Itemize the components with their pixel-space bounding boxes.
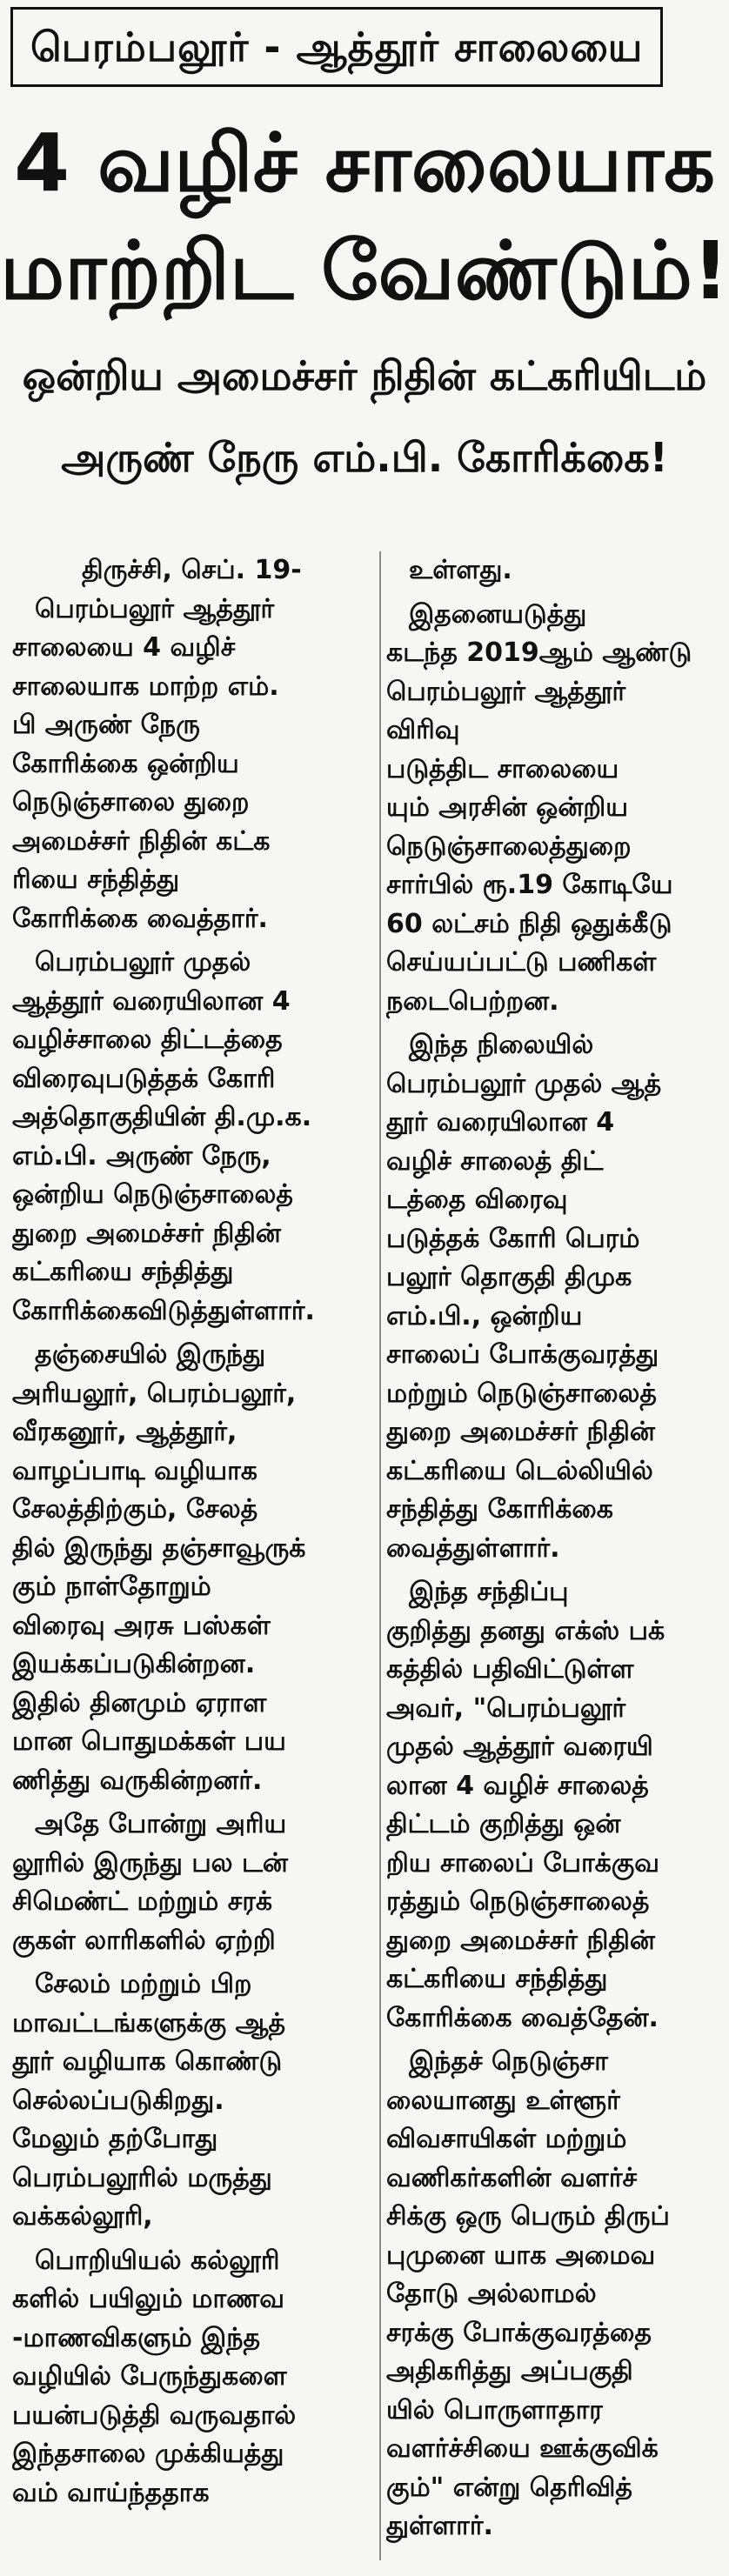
column-divider	[379, 551, 381, 2560]
article-line: அத்தொகுதியின் தி.மு.க.	[12, 1102, 312, 1132]
article-line: லான 4 வழிச் சாலைத்	[386, 1770, 649, 1801]
article-line: கோரிக்கை வைத்தார்.	[12, 903, 268, 934]
article-line: சேலம் மற்றும் பிற	[35, 1969, 252, 1999]
article-line: சாலைப் போக்குவரத்து	[386, 1339, 659, 1370]
article-line: மேலும் தற்போது	[12, 2124, 218, 2154]
article-line: ணித்து வருகின்றனர்.	[12, 1765, 263, 1796]
article-line: சந்தித்து கோரிக்கை	[386, 1494, 613, 1525]
article-line: எம்.பி. அருண் நேரு,	[12, 1140, 271, 1171]
article-line: கட்கரியை டெல்லியில்	[386, 1455, 653, 1486]
article-line: அரியலூர், பெரம்பலூர்,	[12, 1378, 297, 1409]
headline-line-1: 4 வழிச் சாலையாக	[14, 117, 715, 210]
article-line: பெரம்பலூர் ஆத்தூர்	[35, 593, 275, 624]
article-column-left	[12, 551, 372, 2560]
article-line: தில் இருந்து தஞ்சாவூருக்	[12, 1532, 306, 1564]
article-line: துறை அமைச்சர் நிதின்	[12, 1218, 281, 1249]
article-line: குறித்து தனது எக்ஸ் பக்	[386, 1615, 665, 1646]
article-line: மற்றும் நெடுஞ்சாலைத்	[386, 1378, 657, 1409]
article-line: யும் அரசின் ஒன்றிய	[386, 792, 628, 823]
article-paragraph	[386, 2043, 719, 2546]
article-line: இந்த சந்திப்பு	[409, 1577, 569, 1607]
article-paragraph	[386, 551, 719, 591]
article-line: வணிகர்களின் வளர்ச்	[386, 2162, 638, 2193]
article-paragraph	[12, 1805, 372, 1960]
article-line: தூர் வரையிலான 4	[386, 1107, 615, 1138]
article-line: இந்த நிலையில்	[409, 1030, 594, 1060]
article-line: விரைவுபடுத்தக் கோரி	[12, 1063, 276, 1094]
article-line: பொறியியல் கல்லூரி	[35, 2245, 280, 2276]
article-line: வழிச்சாலை திட்டத்தை	[12, 1024, 283, 1055]
article-line: பி அருண் நேரு	[12, 710, 200, 740]
article-line: பெரம்பலூர் முதல் ஆத்	[386, 1068, 662, 1099]
article-line: வாழப்பாடி வழியாக	[12, 1455, 257, 1486]
article-paragraph	[12, 1336, 372, 1800]
article-column-right	[386, 551, 719, 2560]
article-line: துறை அமைச்சர் நிதின்	[386, 1925, 655, 1956]
article-line: புமுனை யாக அமைவ	[386, 2239, 656, 2271]
article-paragraph	[12, 2242, 372, 2513]
article-line: இயக்கப்படுகின்றன.	[12, 1649, 256, 1679]
article-line: அவர், "பெரம்பலூர்	[386, 1692, 626, 1724]
article-line: லையானது உள்ளூர்	[386, 2085, 620, 2116]
article-line: சாலையை 4 வழிச்	[12, 632, 236, 663]
article-paragraph	[12, 591, 372, 939]
article-line: சிமெண்ட் மற்றும் சரக்	[12, 1886, 273, 1917]
article-paragraph	[386, 1573, 719, 2038]
article-paragraph	[386, 596, 719, 1022]
article-line: ரியை சந்தித்து	[12, 864, 180, 895]
article-line: ஆத்தூர் வரையிலான 4	[12, 985, 291, 1017]
article-line: இதனையடுத்து	[409, 598, 587, 630]
article-line: கட்கரியை சந்தித்து	[386, 1964, 608, 1994]
article-line: கும் நாள்தோறும்	[12, 1572, 211, 1602]
article-line: டத்தை விரைவு	[386, 1185, 568, 1215]
article-line: வழியில் பேருந்துகளை	[12, 2361, 287, 2392]
article-line: மாவட்டங்களுக்கு ஆத்	[12, 2007, 286, 2039]
article-line: பெரம்பலூர் முதல்	[35, 947, 251, 978]
article-line: பெரம்பலூரில் மருத்து	[12, 2162, 272, 2193]
article-line: 60 லட்சம் நிதி ஒதுக்கீடு	[386, 908, 672, 939]
article-line: அதே போன்று அரிய	[35, 1809, 287, 1839]
article-line: நடைபெற்றன.	[386, 985, 559, 1017]
article-line: சரக்கு போக்குவரத்தை	[386, 2317, 652, 2348]
article-line: செய்யப்பட்டு பணிகள்	[386, 947, 657, 978]
article-line: தஞ்சையில் இருந்து	[35, 1339, 266, 1370]
article-line: குகள் லாரிகளில் ஏற்றி	[12, 1925, 276, 1956]
kicker-box	[10, 7, 719, 87]
article-line: விரிவு	[386, 715, 460, 745]
headline-line-2: மாற்றிட வேண்டும்!	[0, 224, 729, 317]
article-line: சேலத்திற்கும், சேலத்	[12, 1494, 258, 1525]
article-line: உள்ளது.	[409, 555, 512, 585]
article-line: இதில் தினமும் ஏராள	[12, 1687, 267, 1718]
article-line: கோரிக்கைவிடுத்துள்ளார்.	[12, 1295, 315, 1326]
article-line: துள்ளார்.	[386, 2511, 493, 2541]
article-line: முதல் ஆத்தூர் வரையி	[386, 1732, 653, 1762]
article-line: அமைச்சர் நிதின் கட்க	[12, 825, 271, 857]
article-line: வம் வாய்ந்ததாக	[12, 2477, 210, 2508]
article-line: கோரிக்கை ஒன்றிய	[12, 748, 239, 779]
article-line: -மாணவிகளும் இந்த	[12, 2322, 261, 2353]
article-line: இந்தசாலை முக்கியத்து	[12, 2439, 284, 2469]
article-line: ஒன்றிய நெடுஞ்சாலைத்	[12, 1179, 293, 1210]
dateline: திருச்சி, செப். 19-	[82, 555, 302, 585]
article-line: தூர் வழியாக கொண்டு	[12, 2046, 283, 2077]
article-line: செல்லப்படுகிறது.	[12, 2085, 224, 2116]
article-line: கத்தில் பதிவிட்டுள்ள	[386, 1654, 634, 1685]
article-line: றிய சாலைப் போக்குவ	[386, 1847, 660, 1879]
article-line: படுத்தக் கோரி பெரம்	[386, 1223, 640, 1254]
kicker: பெரம்பலூர் - ஆத்தூர் சாலையை	[10, 7, 663, 87]
article-line: ரத்தும் நெடுஞ்சாலைத்	[386, 1886, 650, 1917]
article-line: லூரில் இருந்து பல டன்	[12, 1847, 288, 1879]
article-line: வீரகனூர், ஆத்தூர்,	[12, 1417, 237, 1447]
article-line: வைத்துள்ளார்.	[386, 1532, 560, 1564]
article-paragraph	[12, 944, 372, 1331]
article-line: பயன்படுத்தி வருவதால்	[12, 2399, 297, 2431]
article-line: நெடுஞ்சாலைத்துறை	[386, 831, 632, 862]
article-line: யில் பொருளாதார	[386, 2394, 603, 2426]
article-line: படுத்திட சாலையை	[386, 753, 619, 784]
article-line: எம்.பி., ஒன்றிய	[386, 1300, 583, 1331]
article-line: திட்டம் குறித்து ஒன்	[386, 1809, 621, 1839]
article-line: வழிச் சாலைத் திட்	[386, 1145, 604, 1177]
article-line: விவசாயிகள் மற்றும்	[386, 2124, 627, 2154]
article-line: அதிகரித்து அப்பகுதி	[386, 2356, 633, 2386]
article-paragraph	[12, 1965, 372, 2237]
article-line: சாலையாக மாற்ற எம்.	[12, 671, 279, 702]
article-line: துறை அமைச்சர் நிதின்	[386, 1417, 655, 1447]
subheadline-line-2: அருண் நேரு எம்.பி. கோரிக்கை!	[61, 434, 668, 481]
article-line: கும்" என்று தெரிவித்	[386, 2472, 632, 2503]
article-line: கட்கரியை சந்தித்து	[12, 1257, 234, 1287]
article-line: வக்கல்லூரி,	[12, 2201, 153, 2232]
article-line: தோடு அல்லாமல்	[386, 2279, 597, 2309]
article-line: நெடுஞ்சாலை துறை	[12, 787, 250, 818]
article-paragraph	[386, 1026, 719, 1568]
subheadline-line-1: ஒன்றிய அமைச்சர் நிதின் கட்கரியிடம்	[22, 352, 707, 399]
article-line: சார்பில் ரூ.19 கோடியே	[386, 870, 673, 900]
article-line: பலூர் தொகுதி திமுக	[386, 1262, 632, 1292]
article-line: களில் பயிலும் மாணவ	[12, 2284, 285, 2314]
article-line: கோரிக்கை வைத்தேன்.	[386, 2002, 659, 2033]
article-line: கடந்த 2019ஆம் ஆண்டு	[386, 637, 692, 668]
article-line: பெரம்பலூர் ஆத்தூர்	[386, 676, 626, 707]
article-line: வளர்ச்சியை ஊக்குவிக்	[386, 2433, 659, 2464]
article-line: விரைவு அரசு பஸ்கள்	[12, 1610, 271, 1641]
article-line: இந்தச் நெடுஞ்சா	[409, 2046, 608, 2077]
article-line: சிக்கு ஒரு பெரும் திருப்	[386, 2201, 670, 2232]
article-line: மான பொதுமக்கள் பய	[12, 1726, 286, 1757]
